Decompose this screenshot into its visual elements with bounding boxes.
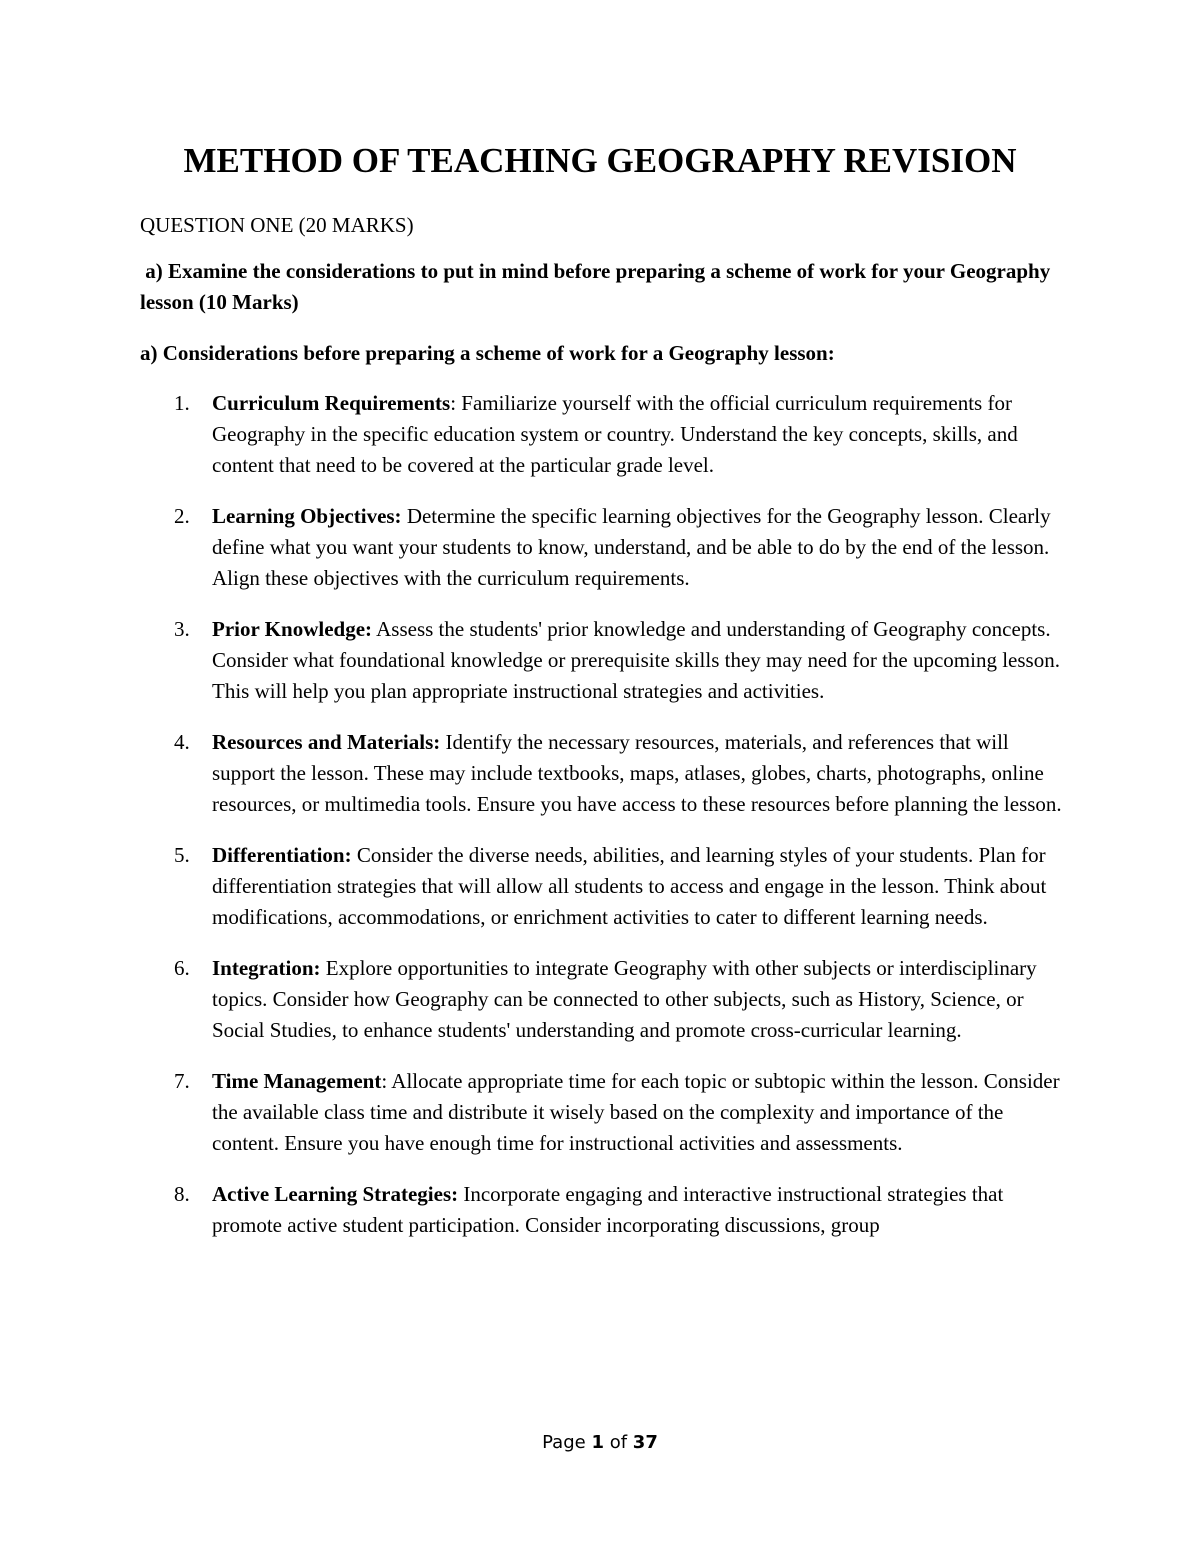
item-number: 1. <box>174 391 190 415</box>
item-term: Prior Knowledge: <box>212 617 373 641</box>
item-number: 3. <box>174 617 190 641</box>
of-label: of <box>609 1432 628 1453</box>
item-text: Explore opportunities to integrate Geography with other subjects or interdisciplinary topics. Consider how Geography can be connected to other subjects, such as History, Science, or Social Studies, to enhance students' understanding and promote cross-curricular learning. <box>212 956 1037 1042</box>
total-pages: 37 <box>632 1432 658 1453</box>
item-number: 5. <box>174 843 190 867</box>
item-term: Active Learning Strategies: <box>212 1182 459 1206</box>
list-item <box>140 1179 1065 1241</box>
current-page-number: 1 <box>591 1432 604 1453</box>
item-term: Differentiation: <box>212 843 352 867</box>
list-item <box>140 840 1065 933</box>
item-term: Curriculum Requirements <box>212 391 451 415</box>
item-text: Allocate appropriate time for each topic or subtopic within the lesson. Consider the available class time and distribute it wisely based on the complexity and importance of the content. Ensure you have enough time for instructional activities and assessments. <box>212 1069 1060 1155</box>
item-term: Time Management <box>212 1069 382 1093</box>
item-number: 4. <box>174 730 190 754</box>
item-number: 8. <box>174 1182 190 1206</box>
item-text: Determine the specific learning objectives for the Geography lesson. Clearly define what you want your students to know, understand, and be able to do by the end of the lesson. Align these objectives with the curriculum requirements. <box>212 504 1051 590</box>
item-term: Learning Objectives: <box>212 504 402 528</box>
item-number: 2. <box>174 504 190 528</box>
item-text: Assess the students' prior knowledge and understanding of Geography concepts. Consider what foundational knowledge or prerequisite skills they may need for the upcoming lesson. This will help you plan appropriate instructional strategies and activities. <box>212 617 1060 703</box>
question-prompt-text: a) Examine the considerations to put in mind before preparing a scheme of work for your Geography lesson (10 Marks) <box>140 259 1051 314</box>
list-item <box>140 727 1065 820</box>
list-item <box>140 1066 1065 1159</box>
document-title: METHOD OF TEACHING GEOGRAPHY REVISION <box>183 141 1017 180</box>
list-item <box>140 953 1065 1046</box>
item-separator: : <box>450 391 457 415</box>
page-label: Page <box>542 1432 586 1453</box>
item-term: Integration: <box>212 956 321 980</box>
item-text: Incorporate engaging and interactive instructional strategies that promote active student participation. Consider incorporating discussions, group <box>212 1182 1004 1237</box>
list-item <box>140 388 1065 481</box>
item-text: Familiarize yourself with the official curriculum requirements for Geography in the specific education system or country. Understand the key concepts, skills, and content that need to be covered at the particular grade level. <box>212 391 1018 477</box>
list-item <box>140 501 1065 594</box>
item-text: Identify the necessary resources, materials, and references that will support the lesson. These may include textbooks, maps, atlases, globes, charts, photographs, online resources, or multimedia tools. Ensure you have access to these resources before planning the lesson. <box>212 730 1062 816</box>
answer-heading: a) Considerations before preparing a scheme of work for a Geography lesson: <box>140 341 835 365</box>
item-number: 7. <box>174 1069 190 1093</box>
list-item <box>140 614 1065 707</box>
item-separator: : <box>381 1069 388 1093</box>
considerations-list <box>140 388 1065 1261</box>
question-heading: QUESTION ONE (20 MARKS) <box>140 213 414 237</box>
item-number: 6. <box>174 956 190 980</box>
item-text: Consider the diverse needs, abilities, and learning styles of your students. Plan for differentiation strategies that will allow all students to access and engage in the lesson. Think about modifications, accommodations, or enrichment activities to cater to different learning needs. <box>212 843 1047 929</box>
item-term: Resources and Materials: <box>212 730 441 754</box>
page-footer <box>0 1428 1200 1458</box>
question-prompt <box>140 256 1065 318</box>
